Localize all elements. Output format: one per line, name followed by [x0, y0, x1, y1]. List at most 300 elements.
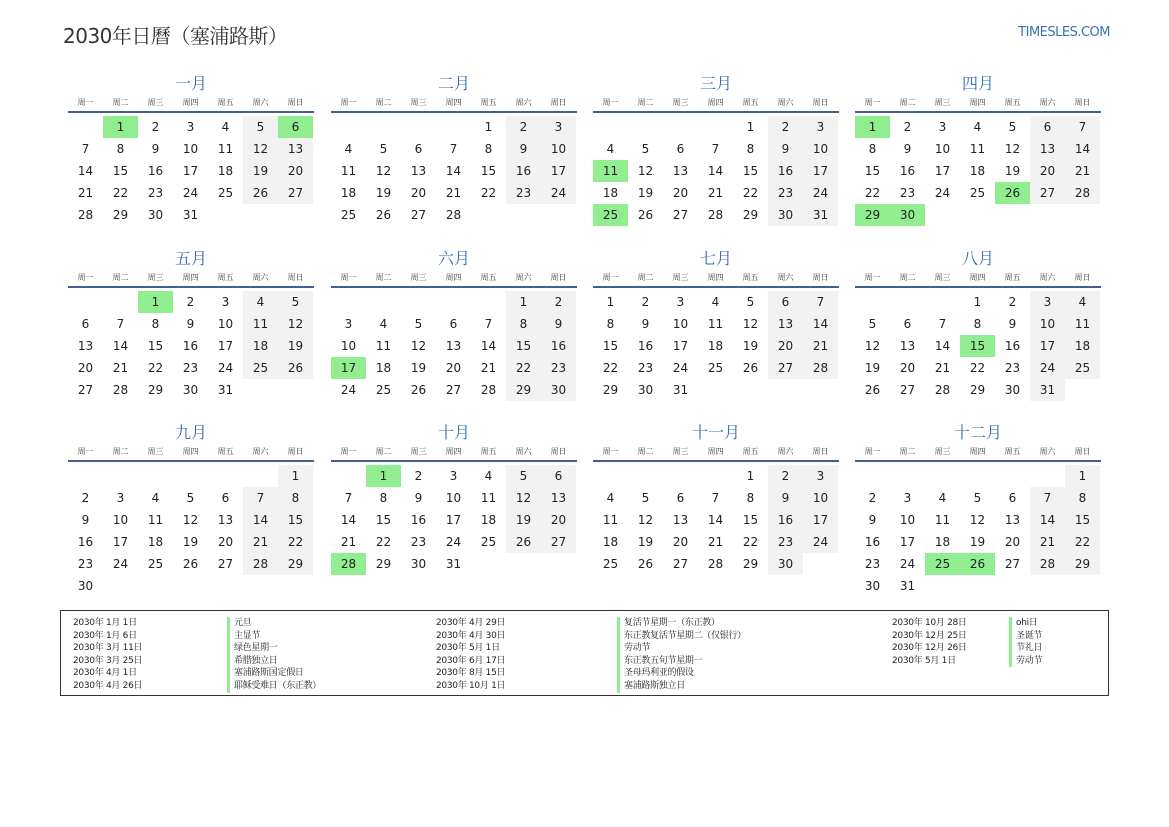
weekday-header: [68, 95, 314, 113]
weekday-label: 周五: [742, 273, 759, 282]
day-cell: 13: [77, 339, 94, 353]
empty-cell: [663, 116, 698, 138]
day-cell: 22: [480, 186, 497, 200]
day-cell: 2: [768, 116, 803, 138]
day-cell: 3: [186, 120, 195, 134]
weekday-label: 周三: [410, 98, 427, 107]
day-cell: 4: [711, 295, 720, 309]
day-cell: 31: [803, 204, 838, 226]
day-cell: 8: [379, 491, 388, 505]
weekday-label: 周三: [934, 98, 951, 107]
day-cell: 7: [711, 142, 720, 156]
day-cell: 23: [768, 531, 803, 553]
day-cell: 17: [803, 160, 838, 182]
month-1: [68, 73, 314, 226]
site-link[interactable]: TIMESLES.COM: [1018, 25, 1110, 40]
empty-cell: [593, 465, 628, 487]
day-cell: 17: [112, 535, 129, 549]
weekday-label: 周五: [1004, 98, 1021, 107]
month-name: 七月: [699, 249, 732, 268]
day-cell: 13: [1030, 138, 1065, 160]
day-cell: 17: [899, 535, 916, 549]
day-cell: 26: [637, 557, 654, 571]
day-cell: 16: [768, 160, 803, 182]
weekday-header: [593, 270, 839, 288]
weekday-label: 周二: [112, 447, 129, 456]
empty-cell: [68, 291, 103, 313]
day-cell: 21: [445, 186, 462, 200]
day-cell: 12: [506, 487, 541, 509]
day-cell: 18: [147, 535, 164, 549]
weekday-label: 周六: [252, 447, 269, 456]
day-cell: 28: [1065, 182, 1100, 204]
day-cell: 20: [77, 361, 94, 375]
day-cell: 10: [340, 339, 357, 353]
day-cell: 19: [637, 186, 654, 200]
holiday-day-cell: 17: [331, 357, 366, 379]
weekday-label: 周五: [480, 98, 497, 107]
day-cell: 30: [182, 383, 199, 397]
weekday-label: 周六: [777, 447, 794, 456]
holiday-name: 劳动节: [617, 642, 746, 655]
day-cell: 6: [1030, 116, 1065, 138]
day-cell: 28: [934, 383, 951, 397]
day-cell: 1: [606, 295, 615, 309]
day-cell: 24: [182, 186, 199, 200]
day-cell: 16: [506, 160, 541, 182]
day-cell: 14: [707, 513, 724, 527]
weekday-label: 周三: [672, 273, 689, 282]
day-cell: 15: [375, 513, 392, 527]
day-cell: 10: [1030, 313, 1065, 335]
holiday-date: 2030年 1月 6日: [73, 630, 137, 641]
day-cell: 9: [81, 513, 90, 527]
day-cell: 19: [278, 335, 313, 357]
day-cell: 5: [641, 491, 650, 505]
empty-cell: [68, 116, 103, 138]
holiday-name: 东正教复活节星期二（仅银行）: [617, 630, 746, 643]
day-cell: 6: [1008, 491, 1017, 505]
day-cell: 27: [672, 208, 689, 222]
holiday-date: 2030年 5月 1日: [436, 643, 500, 654]
day-cell: 8: [1065, 487, 1100, 509]
holiday-dates-col-3: [892, 617, 967, 667]
day-cell: 8: [506, 313, 541, 335]
day-cell: 14: [340, 513, 357, 527]
empty-cell: [471, 291, 506, 313]
empty-cell: [208, 465, 243, 487]
month-6: [331, 248, 577, 401]
weekday-label: 周五: [217, 98, 234, 107]
empty-cell: [103, 291, 138, 313]
day-cell: 27: [768, 357, 803, 379]
day-cell: 26: [506, 531, 541, 553]
day-cell: 12: [637, 513, 654, 527]
day-cell: 24: [1030, 357, 1065, 379]
empty-cell: [698, 465, 733, 487]
day-cell: 24: [934, 186, 951, 200]
weekday-label: 周日: [550, 273, 567, 282]
holiday-date: 2030年 12月 25日: [892, 630, 967, 641]
weekday-label: 周六: [252, 273, 269, 282]
day-cell: 25: [243, 357, 278, 379]
day-cell: 8: [116, 142, 125, 156]
day-cell: 29: [147, 383, 164, 397]
holiday-date: 2030年 4月 1日: [73, 668, 137, 679]
day-cell: 27: [541, 531, 576, 553]
day-cell: 15: [147, 339, 164, 353]
weekday-label: 周日: [812, 273, 829, 282]
day-cell: 14: [1030, 509, 1065, 531]
empty-cell: [68, 465, 103, 487]
day-cell: 17: [217, 339, 234, 353]
day-cell: 19: [864, 361, 881, 375]
holiday-name: 节礼日: [1009, 642, 1042, 655]
day-cell: 2: [186, 295, 195, 309]
day-cell: 15: [480, 164, 497, 178]
weekday-label: 周一: [864, 98, 881, 107]
weekday-label: 周六: [1039, 273, 1056, 282]
day-cell: 4: [243, 291, 278, 313]
day-cell: 5: [186, 491, 195, 505]
day-cell: 9: [641, 317, 650, 331]
holiday-name: 塞浦路斯独立日: [617, 680, 746, 693]
weekday-label: 周二: [899, 447, 916, 456]
day-cell: 25: [147, 557, 164, 571]
weekday-label: 周二: [637, 98, 654, 107]
day-cell: 8: [868, 142, 877, 156]
day-cell: 15: [112, 164, 129, 178]
day-cell: 5: [746, 295, 755, 309]
day-cell: 8: [746, 491, 755, 505]
holiday-date: 2030年 3月 11日: [73, 643, 143, 654]
day-cell: 20: [899, 361, 916, 375]
month-name: 四月: [961, 74, 994, 93]
month-4: [855, 73, 1101, 226]
day-cell: 11: [375, 339, 392, 353]
day-cell: 18: [480, 513, 497, 527]
day-cell: 10: [899, 513, 916, 527]
holiday-names-col-3: [1009, 617, 1042, 667]
weekday-label: 周一: [77, 273, 94, 282]
weekday-header: [331, 270, 577, 288]
day-cell: 15: [1065, 509, 1100, 531]
day-cell: 2: [81, 491, 90, 505]
day-cell: 16: [541, 335, 576, 357]
day-cell: 18: [243, 335, 278, 357]
holiday-date: 2030年 10月 28日: [892, 618, 967, 628]
holiday-day-cell: 26: [960, 553, 995, 575]
day-cell: 18: [340, 186, 357, 200]
day-cell: 15: [864, 164, 881, 178]
day-cell: 6: [903, 317, 912, 331]
day-cell: 14: [934, 339, 951, 353]
day-cell: 26: [637, 208, 654, 222]
weekday-header: [855, 270, 1101, 288]
day-cell: 2: [151, 120, 160, 134]
weekday-label: 周一: [77, 98, 94, 107]
weekday-label: 周四: [707, 273, 724, 282]
day-cell: 22: [1065, 531, 1100, 553]
day-cell: 25: [1065, 357, 1100, 379]
month-5: [68, 248, 314, 401]
day-cell: 21: [803, 335, 838, 357]
day-cell: 18: [602, 535, 619, 549]
day-cell: 23: [410, 535, 427, 549]
weekday-header: [855, 95, 1101, 113]
holiday-day-cell: 1: [366, 465, 401, 487]
empty-cell: [366, 291, 401, 313]
day-cell: 12: [1004, 142, 1021, 156]
day-cell: 11: [147, 513, 164, 527]
weekday-label: 周日: [1074, 273, 1091, 282]
day-cell: 4: [379, 317, 388, 331]
day-cell: 2: [506, 116, 541, 138]
day-cell: 23: [899, 186, 916, 200]
weekday-label: 周六: [515, 447, 532, 456]
day-cell: 2: [641, 295, 650, 309]
holiday-date: 2030年 10月 1日: [436, 680, 506, 691]
day-cell: 6: [221, 491, 230, 505]
day-cell: 22: [278, 531, 313, 553]
day-cell: 28: [243, 553, 278, 575]
month-10: [331, 422, 577, 575]
empty-cell: [855, 465, 890, 487]
day-cell: 26: [243, 182, 278, 204]
day-grid: [593, 116, 839, 226]
month-3: [593, 73, 839, 226]
day-cell: 18: [217, 164, 234, 178]
day-cell: 27: [1004, 557, 1021, 571]
empty-cell: [593, 116, 628, 138]
day-cell: 24: [899, 557, 916, 571]
weekday-label: 周二: [637, 447, 654, 456]
empty-cell: [663, 465, 698, 487]
weekday-label: 周五: [480, 273, 497, 282]
day-cell: 13: [410, 164, 427, 178]
day-cell: 17: [182, 164, 199, 178]
day-cell: 22: [147, 361, 164, 375]
weekday-label: 周一: [77, 447, 94, 456]
weekday-label: 周四: [445, 273, 462, 282]
day-cell: 26: [864, 383, 881, 397]
month-7: [593, 248, 839, 401]
day-cell: 1: [746, 469, 755, 483]
day-cell: 27: [77, 383, 94, 397]
weekday-label: 周三: [147, 273, 164, 282]
day-cell: 3: [221, 295, 230, 309]
day-cell: 19: [243, 160, 278, 182]
day-cell: 20: [541, 509, 576, 531]
day-cell: 10: [672, 317, 689, 331]
day-cell: 3: [344, 317, 353, 331]
day-cell: 13: [672, 513, 689, 527]
day-cell: 4: [606, 142, 615, 156]
weekday-label: 周五: [742, 98, 759, 107]
day-cell: 24: [112, 557, 129, 571]
day-cell: 3: [449, 469, 458, 483]
day-cell: 20: [768, 335, 803, 357]
day-cell: 5: [973, 491, 982, 505]
weekday-label: 周一: [602, 98, 619, 107]
holiday-date: 2030年 6月 17日: [436, 655, 506, 666]
day-cell: 7: [484, 317, 493, 331]
day-cell: 23: [864, 557, 881, 571]
day-cell: 10: [112, 513, 129, 527]
day-cell: 29: [375, 557, 392, 571]
month-name: 八月: [961, 249, 994, 268]
holiday-date: 2030年 8月 15日: [436, 668, 506, 679]
holiday-names-col-2: [617, 617, 746, 693]
day-cell: 20: [1004, 535, 1021, 549]
weekday-label: 周六: [1039, 98, 1056, 107]
day-cell: 9: [506, 138, 541, 160]
day-cell: 3: [803, 116, 838, 138]
day-cell: 24: [803, 531, 838, 553]
day-cell: 25: [602, 557, 619, 571]
weekday-label: 周日: [550, 447, 567, 456]
month-name: 六月: [437, 249, 470, 268]
weekday-label: 周六: [1039, 447, 1056, 456]
day-cell: 24: [340, 383, 357, 397]
day-cell: 7: [116, 317, 125, 331]
month-name: 十一月: [691, 423, 740, 442]
holiday-list: [60, 610, 1109, 696]
day-cell: 20: [672, 535, 689, 549]
day-cell: 16: [899, 164, 916, 178]
day-cell: 16: [637, 339, 654, 353]
day-cell: 16: [77, 535, 94, 549]
day-cell: 27: [278, 182, 313, 204]
day-cell: 19: [1004, 164, 1021, 178]
day-cell: 23: [637, 361, 654, 375]
day-cell: 1: [746, 120, 755, 134]
holiday-day-cell: 6: [278, 116, 313, 138]
weekday-label: 周三: [934, 273, 951, 282]
holiday-date: 2030年 3月 25日: [73, 655, 143, 666]
day-cell: 22: [969, 361, 986, 375]
day-cell: 10: [541, 138, 576, 160]
weekday-label: 周四: [182, 98, 199, 107]
day-cell: 17: [803, 509, 838, 531]
day-cell: 23: [147, 186, 164, 200]
weekday-label: 周三: [147, 98, 164, 107]
day-cell: 24: [672, 361, 689, 375]
weekday-label: 周一: [602, 447, 619, 456]
day-cell: 4: [606, 491, 615, 505]
day-cell: 9: [186, 317, 195, 331]
day-cell: 17: [934, 164, 951, 178]
day-cell: 3: [676, 295, 685, 309]
day-cell: 20: [1030, 160, 1065, 182]
weekday-label: 周一: [864, 273, 881, 282]
month-name: 十月: [437, 423, 470, 442]
weekday-label: 周三: [410, 447, 427, 456]
day-cell: 29: [278, 553, 313, 575]
day-cell: 4: [344, 142, 353, 156]
month-name: 十二月: [953, 423, 1002, 442]
weekday-label: 周日: [1074, 447, 1091, 456]
day-cell: 12: [637, 164, 654, 178]
day-cell: 27: [445, 383, 462, 397]
day-cell: 19: [375, 186, 392, 200]
day-cell: 14: [243, 509, 278, 531]
empty-cell: [331, 116, 366, 138]
day-cell: 16: [182, 339, 199, 353]
day-cell: 7: [243, 487, 278, 509]
holiday-name: 耶稣受难日（东正教）: [227, 680, 321, 693]
weekday-label: 周一: [340, 273, 357, 282]
day-cell: 7: [81, 142, 90, 156]
day-cell: 26: [410, 383, 427, 397]
day-cell: 12: [375, 164, 392, 178]
day-cell: 30: [864, 579, 881, 593]
day-cell: 22: [506, 357, 541, 379]
day-cell: 8: [278, 487, 313, 509]
weekday-label: 周一: [340, 98, 357, 107]
day-cell: 21: [1030, 531, 1065, 553]
day-cell: 21: [77, 186, 94, 200]
holiday-name: 主显节: [227, 630, 321, 643]
day-cell: 9: [903, 142, 912, 156]
day-cell: 25: [340, 208, 357, 222]
day-cell: 27: [899, 383, 916, 397]
day-cell: 9: [151, 142, 160, 156]
day-cell: 12: [182, 513, 199, 527]
day-cell: 30: [77, 579, 94, 593]
weekday-label: 周二: [112, 98, 129, 107]
day-cell: 1: [1065, 465, 1100, 487]
holiday-day-cell: 30: [890, 204, 925, 226]
day-cell: 31: [445, 557, 462, 571]
day-cell: 9: [768, 487, 803, 509]
day-cell: 15: [602, 339, 619, 353]
day-grid: [593, 291, 839, 401]
day-cell: 3: [541, 116, 576, 138]
day-cell: 3: [803, 465, 838, 487]
holiday-names-col-1: [227, 617, 321, 693]
day-cell: 30: [541, 379, 576, 401]
weekday-label: 周四: [707, 98, 724, 107]
holiday-dates-col-2: [436, 617, 505, 693]
day-cell: 13: [217, 513, 234, 527]
holiday-name: 圣诞节: [1009, 630, 1042, 643]
weekday-header: [593, 95, 839, 113]
day-cell: 16: [410, 513, 427, 527]
weekday-header: [68, 270, 314, 288]
empty-cell: [1030, 465, 1065, 487]
day-cell: 20: [217, 535, 234, 549]
day-cell: 13: [768, 313, 803, 335]
day-cell: 7: [711, 491, 720, 505]
day-cell: 3: [1030, 291, 1065, 313]
day-cell: 5: [278, 291, 313, 313]
day-cell: 10: [934, 142, 951, 156]
holiday-date: 2030年 12月 26日: [892, 643, 967, 654]
day-cell: 26: [278, 357, 313, 379]
day-cell: 27: [1030, 182, 1065, 204]
day-cell: 15: [742, 513, 759, 527]
weekday-label: 周四: [969, 98, 986, 107]
day-cell: 28: [1030, 553, 1065, 575]
month-12: [855, 422, 1101, 597]
day-cell: 24: [445, 535, 462, 549]
day-cell: 31: [1030, 379, 1065, 401]
month-name: 九月: [174, 423, 207, 442]
day-grid: [855, 116, 1101, 226]
day-cell: 19: [182, 535, 199, 549]
day-cell: 31: [672, 383, 689, 397]
